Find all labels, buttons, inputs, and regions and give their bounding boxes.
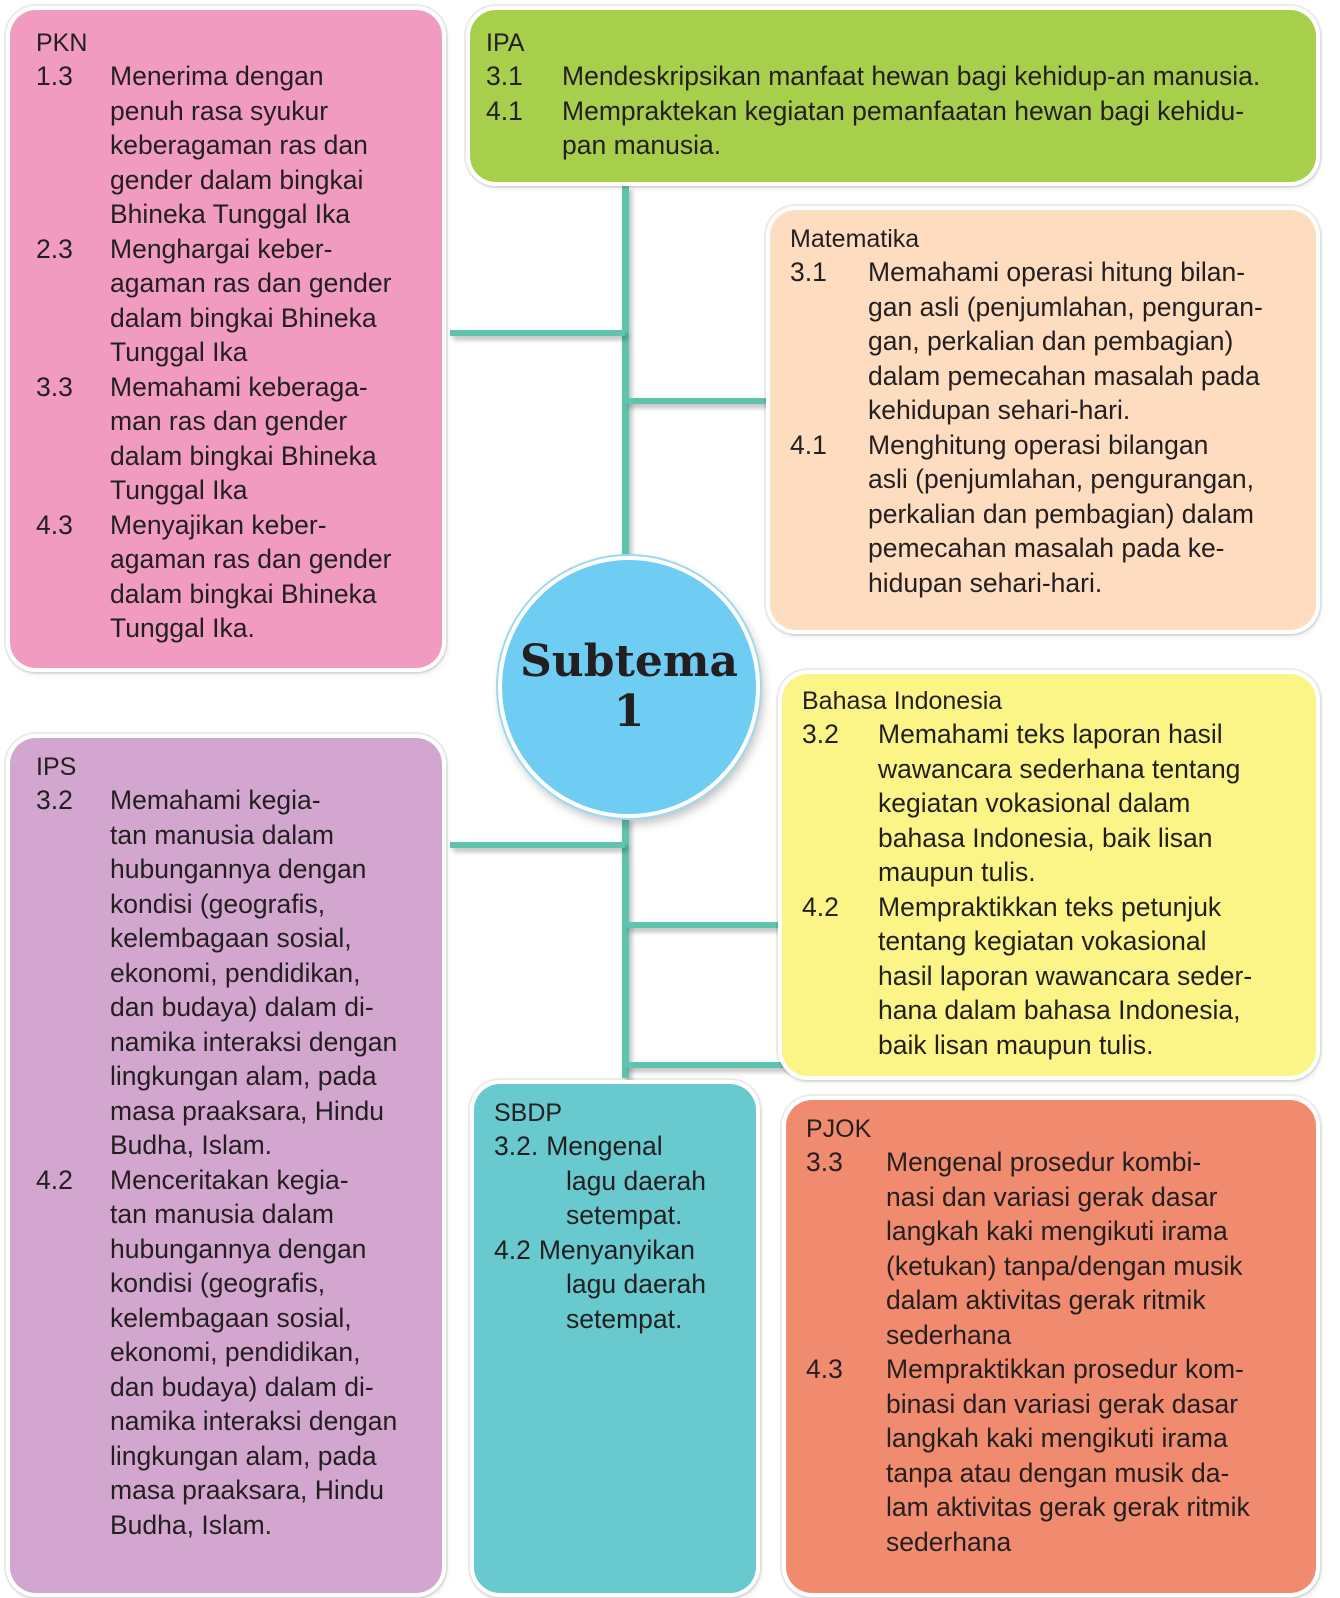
matematika-item-line: hidupan sehari-hari. [868,567,1103,598]
pkn-item-number: 4.3 [36,509,73,540]
pkn-item-line: Tunggal Ika [110,337,248,367]
pkn-item-line: Menerima dengan [110,61,324,91]
bahasa-item-text [878,890,1298,1063]
ips-item-line: masa praaksara, Hindu [110,1475,384,1505]
ips-item-text [110,1163,424,1543]
bahasa-item-line: Memahami teks laporan hasil [878,719,1223,749]
connector-pkn [450,330,625,336]
ips-item-line: tan manusia dalam [110,1199,334,1229]
connector-pjok [625,1062,790,1068]
ips-item [36,1163,424,1543]
matematika-item-line: dalam pemecahan masalah pada [868,360,1260,391]
ips-item-line: ekonomi, pendidikan, [110,957,361,988]
ips-item-line: kelembagaan sosial, [110,1302,352,1333]
matematika-item-text [868,255,1298,428]
connector-ips [450,842,625,848]
pjok-item-line: dalam aktivitas gerak ritmik [886,1285,1206,1315]
sbdp-title: SBDP [494,1099,563,1127]
pkn-item-line: dalam bingkai Bhineka [110,302,377,333]
bahasa-item-line: hasil laporan wawancara seder- [878,960,1253,991]
ips-item-line: dan budaya) dalam di- [110,1371,374,1402]
matematika-item-line: gan asli (penjumlahan, penguran- [868,291,1263,322]
ips-title: IPS [36,753,77,781]
pkn-item [36,370,424,508]
pkn-box [10,10,442,668]
ips-item-line: dan budaya) dalam di- [110,992,374,1022]
pkn-item-line: man ras dan gender [110,406,348,436]
sbdp-item [494,1233,738,1337]
bahasa-item-line: bahasa Indonesia, baik lisan [878,822,1213,853]
bahasa-item-number: 4.2 [802,891,839,922]
pkn-item-line: Tunggal Ika [110,475,248,505]
ipa-item-line: Mempraktekan kegiatan pemanfaatan hewan bagi kehidu- [562,95,1245,126]
ipa-title: IPA [486,29,525,57]
sbdp-item [494,1129,738,1233]
matematika-item-line: pemecahan masalah pada ke- [868,533,1225,563]
subtema-title: Subtema [520,636,738,687]
ipa-item-line: pan manusia. [562,130,722,160]
pjok-item [806,1145,1298,1352]
bahasa-item-line: wawancara sederhana tentang [878,753,1241,784]
ips-box [10,738,442,1593]
matematika-item-number: 4.1 [790,429,827,460]
ips-item-line: hubungannya dengan [110,854,367,884]
pkn-item-line: agaman ras dan gender [110,544,392,574]
ipa-box [470,10,1316,182]
ips-item-line: Menceritakan kegia- [110,1164,349,1195]
pkn-item-text [110,59,424,232]
sbdp-item-number: 4.2 [494,1234,531,1265]
matematika-box [770,210,1316,630]
matematika-item-line: Memahami operasi hitung bilan- [868,257,1246,287]
ips-item-line: Memahami kegia- [110,785,321,815]
ips-item-line: namika interaksi dengan [110,1026,398,1057]
pkn-item-line: gender dalam bingkai [110,164,364,195]
ips-item-line: kondisi (geografis, [110,888,326,919]
bahasa-item [802,890,1298,1063]
matematika-item [790,255,1298,428]
ips-item-line: tan manusia dalam [110,819,334,850]
pjok-item-number: 4.3 [806,1354,843,1384]
ips-item-line: kelembagaan sosial, [110,923,352,953]
pjok-item-text [886,1145,1298,1352]
pjok-item [806,1352,1298,1559]
pkn-title: PKN [36,29,88,57]
connector-bahasa [625,922,780,928]
ips-item-line: masa praaksara, Hindu [110,1095,384,1126]
subtema-number: 1 [613,686,645,737]
bahasa-indonesia-title: Bahasa Indonesia [802,687,1003,715]
ipa-item-number: 3.1 [486,61,523,91]
pjok-item-line: langkah kaki mengikuti irama [886,1423,1228,1453]
ips-item [36,783,424,1163]
pjok-item-line: binasi dan variasi gerak dasar [886,1388,1239,1419]
pkn-item-number: 1.3 [36,61,73,91]
ipa-item-line: Mendeskripsikan manfaat hewan bagi kehidup-an manusia. [562,61,1261,91]
sbdp-item-line: lagu daerah [566,1165,706,1196]
pjok-box [786,1100,1316,1593]
pkn-item [36,508,424,646]
pkn-item-line: dalam bingkai Bhineka [110,578,377,609]
sbdp-item-line: setempat. [566,1303,683,1334]
ips-item-line: hubungannya dengan [110,1233,367,1264]
bahasa-item-line: kegiatan vokasional dalam [878,788,1191,818]
pjok-item-number: 3.3 [806,1147,843,1177]
pjok-item-line: (ketukan) tanpa/dengan musik [886,1250,1243,1281]
matematika-item-line: Menghitung operasi bilangan [868,429,1209,460]
pjok-item-line: sederhana [886,1319,1012,1350]
matematika-title: Matematika [790,225,920,253]
sbdp-item-number: 3.2. [494,1131,539,1161]
sbdp-item-line: Menyanyikan [538,1234,695,1265]
pjok-item-line: Mempraktikkan prosedur kom- [886,1354,1244,1384]
pkn-item-text [110,232,424,370]
bahasa-item-line: maupun tulis. [878,857,1036,887]
bahasa-item-line: Mempraktikkan teks petunjuk [878,891,1222,922]
ips-item-line: namika interaksi dengan [110,1406,398,1436]
bahasa-item-text [878,717,1298,890]
pkn-item-line: Menghargai keber- [110,233,333,264]
matematika-item-line: kehidupan sehari-hari. [868,395,1131,425]
pkn-item-line: Tunggal Ika. [110,613,255,643]
pkn-item [36,59,424,232]
sbdp-item-line: Mengenal [546,1131,663,1161]
matematika-item-number: 3.1 [790,257,827,287]
pjok-title: PJOK [806,1115,872,1143]
bahasa-indonesia-box [782,674,1316,1076]
connector-matematika [625,398,770,404]
bahasa-item-line: tentang kegiatan vokasional [878,926,1207,956]
pkn-item-line: Memahami keberaga- [110,371,368,402]
ips-item-number: 3.2 [36,785,73,815]
ipa-item [486,94,1298,163]
connector-vertical-bottom [622,816,629,1078]
pkn-item-number: 2.3 [36,233,73,264]
ips-item-line: kondisi (geografis, [110,1268,326,1298]
pjok-item-line: tanpa atau dengan musik da- [886,1457,1230,1488]
ips-item-line: Budha, Islam. [110,1509,273,1540]
subtema-circle [498,556,760,818]
matematika-item-text [868,428,1298,601]
pkn-item-line: keberagaman ras dan [110,130,368,160]
pkn-item-number: 3.3 [36,371,73,402]
ips-item-line: lingkungan alam, pada [110,1440,377,1471]
pkn-item-line: agaman ras dan gender [110,268,392,298]
pkn-item-line: dalam bingkai Bhineka [110,440,377,471]
ipa-item-text [562,94,1298,163]
bahasa-item-line: hana dalam bahasa Indonesia, [878,995,1241,1025]
matematika-item-line: perkalian dan pembagian) dalam [868,498,1254,529]
bahasa-item [802,717,1298,890]
pjok-item-line: nasi dan variasi gerak dasar [886,1181,1218,1212]
ipa-item [486,59,1298,94]
sbdp-item-line: setempat. [566,1200,683,1230]
bahasa-item-number: 3.2 [802,719,839,749]
ips-item-text [110,783,424,1163]
matematika-item-line: gan, perkalian dan pembagian) [868,326,1234,356]
matematika-item [790,428,1298,601]
pkn-item-text [110,508,424,646]
sbdp-item-line: lagu daerah [566,1269,706,1299]
pjok-item-line: sederhana [886,1526,1012,1557]
pkn-item [36,232,424,370]
bahasa-item-line: baik lisan maupun tulis. [878,1029,1154,1060]
sbdp-box [474,1084,756,1593]
connector-vertical-top [622,186,629,558]
ips-item-number: 4.2 [36,1164,73,1195]
ips-item-line: lingkungan alam, pada [110,1061,377,1091]
pjok-item-line: lam aktivitas gerak gerak ritmik [886,1492,1250,1522]
pjok-item-line: Mengenal prosedur kombi- [886,1147,1202,1177]
pkn-item-text [110,370,424,508]
pjok-item-line: langkah kaki mengikuti irama [886,1216,1228,1246]
pkn-item-line: Bhineka Tunggal Ika [110,199,351,229]
matematika-item-line: asli (penjumlahan, pengurangan, [868,464,1254,494]
pkn-item-line: penuh rasa syukur [110,95,329,126]
ipa-item-text [562,59,1298,94]
pkn-item-line: Menyajikan keber- [110,509,327,540]
pjok-item-text [886,1352,1298,1559]
ipa-item-number: 4.1 [486,95,523,126]
ips-item-line: Budha, Islam. [110,1130,273,1160]
ips-item-line: ekonomi, pendidikan, [110,1337,361,1367]
